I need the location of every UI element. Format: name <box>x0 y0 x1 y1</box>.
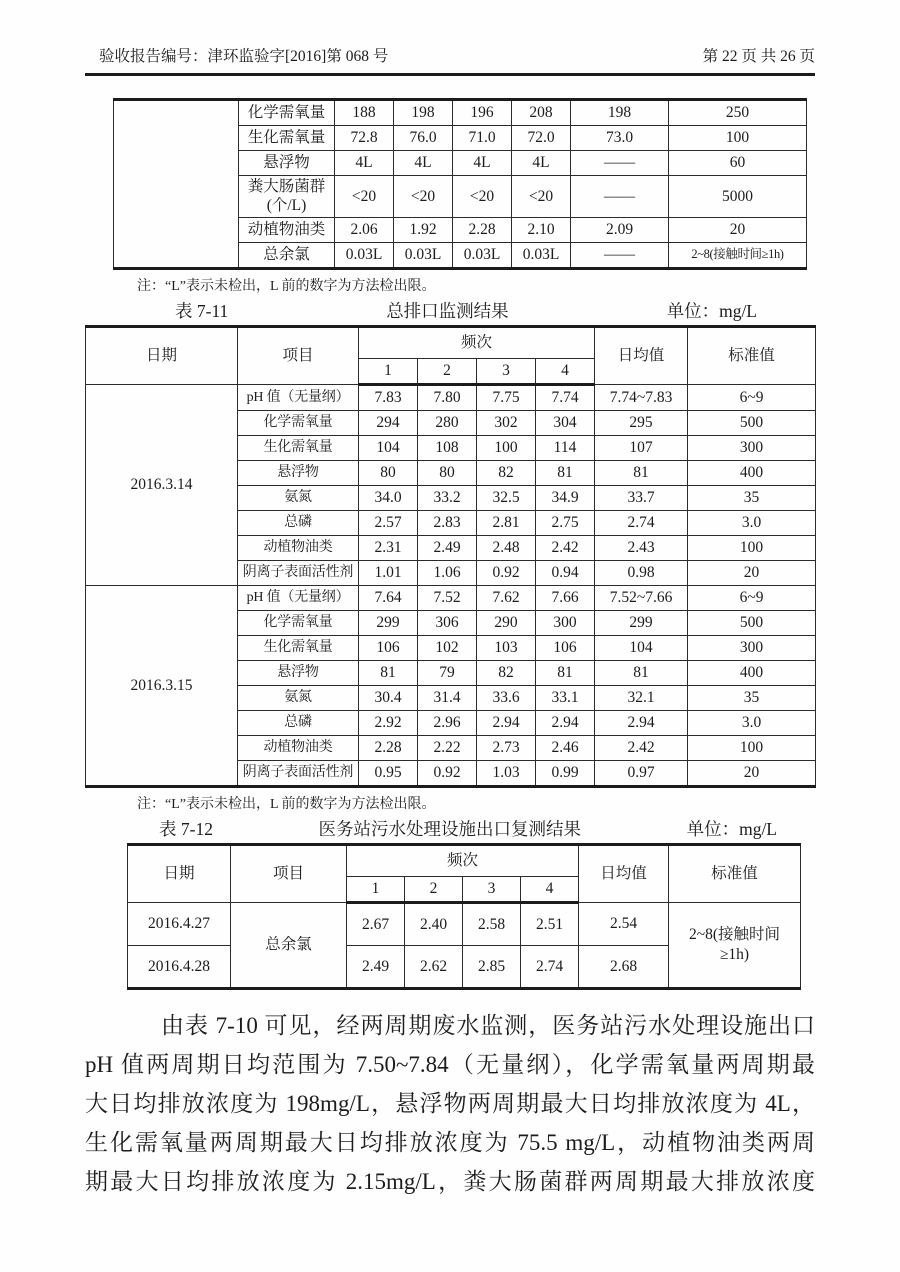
daily-avg-cell: 81 <box>595 460 688 485</box>
freq-col-2: 2 <box>405 876 463 902</box>
value-cell: 2.51 <box>521 902 579 945</box>
daily-avg-cell: 198 <box>571 100 669 126</box>
value-cell: 196 <box>453 100 512 126</box>
table-number: 表 7-11 <box>175 300 229 321</box>
daily-avg-cell: 104 <box>595 635 688 660</box>
value-cell: 103 <box>477 635 536 660</box>
standard-cell: 20 <box>688 560 816 585</box>
standard-cell: 6~9 <box>688 384 816 410</box>
daily-avg-cell: —— <box>571 151 669 176</box>
daily-avg-cell: 7.74~7.83 <box>595 384 688 410</box>
value-cell: 0.03L <box>394 242 453 268</box>
value-cell: 106 <box>536 635 595 660</box>
value-cell: 1.92 <box>394 217 453 242</box>
value-cell: 2.48 <box>477 535 536 560</box>
date-cell: 2016.4.28 <box>128 945 231 988</box>
value-cell: 2.75 <box>536 510 595 535</box>
table-7-12-caption <box>85 816 815 841</box>
item-cell: 生化需氧量 <box>239 126 335 151</box>
standard-cell: 300 <box>688 435 816 460</box>
value-cell: 198 <box>394 100 453 126</box>
value-cell: 2.42 <box>536 535 595 560</box>
value-cell: <20 <box>394 176 453 218</box>
paragraph-line: pH 值两周期日均范围为 7.50~7.84（无量纲），化学需氧量两周期最 <box>85 1051 815 1077</box>
value-cell: 188 <box>335 100 394 126</box>
value-cell: 2.46 <box>536 735 595 760</box>
date-cell-empty <box>114 100 239 269</box>
value-cell: 306 <box>418 610 477 635</box>
paragraph-line: 大日均排放浓度为 198mg/L，悬浮物两周期最大日均排放浓度为 4L， <box>85 1090 815 1116</box>
item-cell: 动植物油类 <box>238 735 359 760</box>
value-cell: 0.94 <box>536 560 595 585</box>
value-cell: 32.5 <box>477 485 536 510</box>
value-cell: 33.6 <box>477 685 536 710</box>
item-cell: 总余氯 <box>231 902 347 988</box>
freq-col-1: 1 <box>359 358 418 384</box>
item-cell: 阴离子表面活性剂 <box>238 760 359 786</box>
value-cell: 1.06 <box>418 560 477 585</box>
value-cell: 34.0 <box>359 485 418 510</box>
col-header-item: 项目 <box>231 844 347 902</box>
standard-cell: 60 <box>669 151 807 176</box>
item-cell: 粪大肠菌群(个/L) <box>239 176 335 218</box>
page-number: 第 22 页 共 26 页 <box>702 48 815 65</box>
value-cell: 76.0 <box>394 126 453 151</box>
value-cell: 302 <box>477 410 536 435</box>
daily-avg-cell: 32.1 <box>595 685 688 710</box>
value-cell: 33.2 <box>418 485 477 510</box>
value-cell: <20 <box>453 176 512 218</box>
value-cell: 0.03L <box>512 242 571 268</box>
standard-cell: 100 <box>688 535 816 560</box>
table-7-11-caption <box>85 298 815 323</box>
freq-col-3: 3 <box>463 876 521 902</box>
daily-avg-cell: 2.09 <box>571 217 669 242</box>
col-header-standard: 标准值 <box>688 326 816 384</box>
table-row <box>128 902 801 945</box>
table-note: 注：“L”表示未检出，L 前的数字为方法检出限。 <box>137 278 436 294</box>
value-cell: 0.99 <box>536 760 595 786</box>
value-cell: 100 <box>477 435 536 460</box>
freq-col-3: 3 <box>477 358 536 384</box>
value-cell: 72.0 <box>512 126 571 151</box>
standard-cell: 250 <box>669 100 807 126</box>
daily-avg-cell: 2.54 <box>579 902 669 945</box>
value-cell: <20 <box>512 176 571 218</box>
value-cell: 82 <box>477 460 536 485</box>
value-cell: 2.57 <box>359 510 418 535</box>
item-cell: 总磷 <box>238 510 359 535</box>
col-header-daily-avg: 日均值 <box>579 844 669 902</box>
standard-cell: 500 <box>688 610 816 635</box>
daily-avg-cell: 299 <box>595 610 688 635</box>
value-cell: 80 <box>359 460 418 485</box>
value-cell: 2.85 <box>463 945 521 988</box>
standard-cell: 100 <box>669 126 807 151</box>
value-cell: 0.92 <box>477 560 536 585</box>
value-cell: 0.92 <box>418 760 477 786</box>
freq-col-2: 2 <box>418 358 477 384</box>
value-cell: 2.62 <box>405 945 463 988</box>
standard-cell: 35 <box>688 485 816 510</box>
daily-avg-cell: 81 <box>595 660 688 685</box>
freq-col-1: 1 <box>347 876 405 902</box>
paragraph-line: 期最大日均排放浓度为 2.15mg/L，粪大肠菌群两周期最大排放浓度 <box>85 1168 815 1194</box>
table-title: 医务站污水处理设施出口复测结果 <box>318 818 582 839</box>
value-cell: 4L <box>453 151 512 176</box>
item-cell: 动植物油类 <box>239 217 335 242</box>
standard-cell: 400 <box>688 460 816 485</box>
standard-cell: 3.0 <box>688 510 816 535</box>
value-cell: 2.49 <box>418 535 477 560</box>
standard-cell: 2~8(接触时间≥1h) <box>669 242 807 268</box>
standard-cell: 2~8(接触时间≥1h) <box>669 902 801 988</box>
standard-cell: 6~9 <box>688 585 816 610</box>
value-cell: 2.28 <box>453 217 512 242</box>
table-note: 注：“L”表示未检出，L 前的数字为方法检出限。 <box>137 796 436 812</box>
daily-avg-cell: 107 <box>595 435 688 460</box>
value-cell: 2.94 <box>477 710 536 735</box>
value-cell: 280 <box>418 410 477 435</box>
date-cell: 2016.3.14 <box>86 384 238 585</box>
col-header-date: 日期 <box>86 326 238 384</box>
table-7-10-continuation <box>113 98 807 270</box>
item-cell: 动植物油类 <box>238 535 359 560</box>
col-header-daily-avg: 日均值 <box>595 326 688 384</box>
value-cell: 290 <box>477 610 536 635</box>
daily-avg-cell: 0.97 <box>595 760 688 786</box>
item-cell: 化学需氧量 <box>238 610 359 635</box>
value-cell: 114 <box>536 435 595 460</box>
daily-avg-cell: 73.0 <box>571 126 669 151</box>
value-cell: 79 <box>418 660 477 685</box>
value-cell: 4L <box>335 151 394 176</box>
value-cell: 104 <box>359 435 418 460</box>
item-cell: 总磷 <box>238 710 359 735</box>
item-cell: 氨氮 <box>238 485 359 510</box>
value-cell: 4L <box>394 151 453 176</box>
daily-avg-cell: 7.52~7.66 <box>595 585 688 610</box>
value-cell: 7.83 <box>359 384 418 410</box>
daily-avg-cell: 2.74 <box>595 510 688 535</box>
value-cell: 2.10 <box>512 217 571 242</box>
date-cell: 2016.4.27 <box>128 902 231 945</box>
daily-avg-cell: 2.42 <box>595 735 688 760</box>
value-cell: <20 <box>335 176 394 218</box>
item-cell: 氨氮 <box>238 685 359 710</box>
value-cell: 294 <box>359 410 418 435</box>
value-cell: 7.62 <box>477 585 536 610</box>
table-unit: 单位：mg/L <box>666 300 757 321</box>
value-cell: 81 <box>536 460 595 485</box>
value-cell: 2.81 <box>477 510 536 535</box>
table-number: 表 7-12 <box>159 818 213 839</box>
value-cell: 1.01 <box>359 560 418 585</box>
col-header-date: 日期 <box>128 844 231 902</box>
header-rule <box>85 73 815 76</box>
value-cell: 2.67 <box>347 902 405 945</box>
value-cell: 33.1 <box>536 685 595 710</box>
paragraph-line: 由表 7-10 可见，经两周期废水监测，医务站污水处理设施出口 <box>161 1012 815 1038</box>
value-cell: 34.9 <box>536 485 595 510</box>
daily-avg-cell: 2.68 <box>579 945 669 988</box>
value-cell: 82 <box>477 660 536 685</box>
value-cell: 7.75 <box>477 384 536 410</box>
value-cell: 81 <box>359 660 418 685</box>
value-cell: 30.4 <box>359 685 418 710</box>
value-cell: 0.03L <box>335 242 394 268</box>
value-cell: 2.73 <box>477 735 536 760</box>
value-cell: 81 <box>536 660 595 685</box>
freq-col-4: 4 <box>521 876 579 902</box>
value-cell: 2.31 <box>359 535 418 560</box>
item-cell: 悬浮物 <box>238 460 359 485</box>
col-header-standard: 标准值 <box>669 844 801 902</box>
paragraph-line: 生化需氧量两周期最大日均排放浓度为 75.5 mg/L，动植物油类两周 <box>85 1129 815 1155</box>
value-cell: 102 <box>418 635 477 660</box>
value-cell: 2.58 <box>463 902 521 945</box>
col-header-item: 项目 <box>238 326 359 384</box>
standard-cell: 300 <box>688 635 816 660</box>
col-header-frequency: 频次 <box>347 844 579 876</box>
page-header <box>85 0 815 66</box>
value-cell: 2.92 <box>359 710 418 735</box>
daily-avg-cell: —— <box>571 242 669 268</box>
standard-cell: 500 <box>688 410 816 435</box>
value-cell: 1.03 <box>477 760 536 786</box>
value-cell: 31.4 <box>418 685 477 710</box>
value-cell: 106 <box>359 635 418 660</box>
value-cell: 304 <box>536 410 595 435</box>
item-cell: pH 值（无量纲） <box>238 585 359 610</box>
value-cell: 0.95 <box>359 760 418 786</box>
standard-cell: 3.0 <box>688 710 816 735</box>
value-cell: 2.74 <box>521 945 579 988</box>
value-cell: 2.96 <box>418 710 477 735</box>
standard-cell: 20 <box>669 217 807 242</box>
item-cell: 化学需氧量 <box>238 410 359 435</box>
table-7-11 <box>85 325 816 788</box>
table-row <box>114 100 807 126</box>
daily-avg-cell: 33.7 <box>595 485 688 510</box>
value-cell: 7.66 <box>536 585 595 610</box>
standard-cell: 35 <box>688 685 816 710</box>
value-cell: 2.28 <box>359 735 418 760</box>
item-cell: pH 值（无量纲） <box>238 384 359 410</box>
value-cell: 108 <box>418 435 477 460</box>
value-cell: 72.8 <box>335 126 394 151</box>
value-cell: 300 <box>536 610 595 635</box>
body-paragraph <box>85 1006 815 1201</box>
daily-avg-cell: —— <box>571 176 669 218</box>
table-row <box>86 585 816 610</box>
item-cell: 悬浮物 <box>239 151 335 176</box>
header-row <box>128 844 801 876</box>
value-cell: 2.94 <box>536 710 595 735</box>
daily-avg-cell: 2.94 <box>595 710 688 735</box>
table-title: 总排口监测结果 <box>386 300 509 321</box>
value-cell: 2.22 <box>418 735 477 760</box>
item-cell: 阴离子表面活性剂 <box>238 560 359 585</box>
value-cell: 7.52 <box>418 585 477 610</box>
value-cell: 2.06 <box>335 217 394 242</box>
item-cell: 悬浮物 <box>238 660 359 685</box>
item-cell: 总余氯 <box>239 242 335 268</box>
value-cell: 2.83 <box>418 510 477 535</box>
standard-cell: 100 <box>688 735 816 760</box>
date-cell: 2016.3.15 <box>86 585 238 786</box>
freq-col-4: 4 <box>536 358 595 384</box>
col-header-frequency: 频次 <box>359 326 595 358</box>
standard-cell: 20 <box>688 760 816 786</box>
value-cell: 208 <box>512 100 571 126</box>
value-cell: 7.74 <box>536 384 595 410</box>
page <box>85 0 815 1201</box>
value-cell: 2.49 <box>347 945 405 988</box>
value-cell: 7.64 <box>359 585 418 610</box>
item-cell: 生化需氧量 <box>238 435 359 460</box>
daily-avg-cell: 2.43 <box>595 535 688 560</box>
value-cell: 2.40 <box>405 902 463 945</box>
item-cell: 生化需氧量 <box>238 635 359 660</box>
standard-cell: 400 <box>688 660 816 685</box>
item-cell: 化学需氧量 <box>239 100 335 126</box>
value-cell: 0.03L <box>453 242 512 268</box>
header-row <box>86 326 816 358</box>
value-cell: 4L <box>512 151 571 176</box>
report-number: 验收报告编号：津环监验字[2016]第 068 号 <box>99 48 389 65</box>
standard-cell: 5000 <box>669 176 807 218</box>
table-7-12 <box>127 843 801 990</box>
value-cell: 7.80 <box>418 384 477 410</box>
table-row <box>86 384 816 410</box>
value-cell: 80 <box>418 460 477 485</box>
table-unit: 单位：mg/L <box>686 818 777 839</box>
daily-avg-cell: 295 <box>595 410 688 435</box>
value-cell: 299 <box>359 610 418 635</box>
daily-avg-cell: 0.98 <box>595 560 688 585</box>
value-cell: 71.0 <box>453 126 512 151</box>
